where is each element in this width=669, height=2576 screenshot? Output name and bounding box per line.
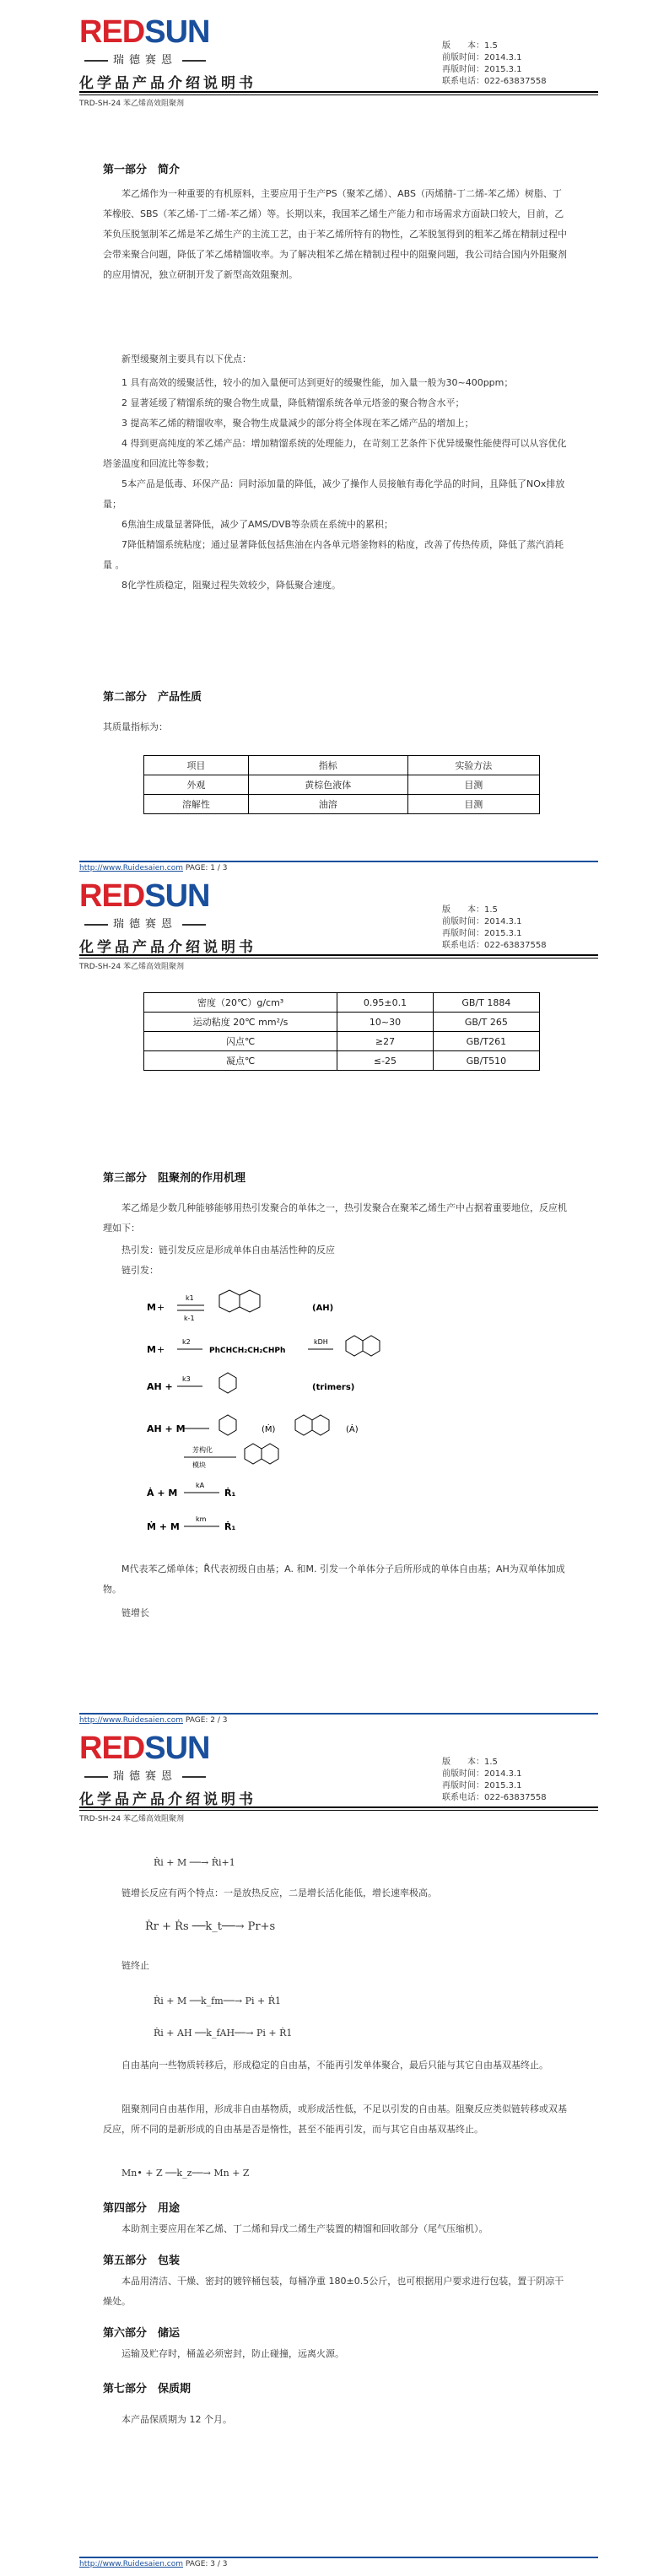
ring-shape xyxy=(262,1444,278,1464)
header-rule xyxy=(79,954,598,959)
scheme-ah-m: AH + M xyxy=(147,1423,186,1434)
table-cell: GB/T510 xyxy=(433,1051,539,1071)
advantage-item: 8化学性质稳定，阻聚过程失效较少，降低聚合速度。 xyxy=(121,580,341,591)
scheme-mdot-m: Ṁ + M xyxy=(147,1521,180,1532)
footer-url[interactable]: http://www.Ruidesaien.com xyxy=(79,864,184,872)
table-row xyxy=(144,993,540,1013)
document-title: 化学品产品介绍说明书 xyxy=(79,939,256,956)
header-rule xyxy=(79,1806,598,1811)
table-cell: 溶解性 xyxy=(144,795,249,814)
company-name: 瑞德赛恩 xyxy=(79,51,248,67)
document-title: 化学品产品介绍说明书 xyxy=(79,1791,256,1808)
advantage-item: 4 得到更高纯度的苯乙烯产品：增加精馏系统的处理能力，在苛刻工艺条件下优异缓聚性能使得可以从容优化塔釜温度和回流比等参数； xyxy=(103,438,567,469)
advantages-intro: 新型缓聚剂主要具有以下优点： xyxy=(121,354,251,365)
table-row xyxy=(144,1032,540,1051)
ring-shape xyxy=(312,1415,329,1435)
table-row xyxy=(144,1013,540,1032)
ring-shape xyxy=(219,1290,240,1312)
thermal-init: 热引发：链引发反应是形成单体自由基活性种的反应 xyxy=(121,1245,335,1256)
ring-shape xyxy=(363,1336,380,1356)
company-name: 瑞德赛恩 xyxy=(79,1767,248,1783)
advantage-item: 1 具有高效的缓聚活性，较小的加入量便可达到更好的缓聚性能，加入量一般为30~400ppm； xyxy=(121,377,514,388)
section1-intro: 苯乙烯作为一种重要的有机原料，主要应用于生产PS（聚苯乙烯）、ABS（丙烯腈-丁二烯-苯乙烯）树脂、丁苯橡胶、SBS（苯乙烯-丁二烯-苯乙烯）等。长期以来，我国苯乙烯生产能力和市场需求方面缺口较大，目前，乙苯负压脱氢制苯乙烯是苯乙烯生产的主流工艺，由于苯乙烯所特有的物性，乙苯脱氢得到的粗苯乙烯在精制过程中会带来聚合问题，降低了苯乙烯精馏收率。为了解决粗苯乙烯在精制过程中的阻聚问题，我公司结合国内外阻聚剂的应用情况，独立研制开发了新型高效阻聚剂。 xyxy=(103,188,567,280)
ring-shape xyxy=(219,1415,236,1435)
doc-number: TRD-SH-24 苯乙烯高效阻聚剂 xyxy=(79,1815,184,1823)
document-title: 化学品产品介绍说明书 xyxy=(79,75,256,92)
growth-text: 链增长反应有两个特点：一是放热反应，二是增长活化能低，增长速率极高。 xyxy=(121,1887,437,1898)
page-footer xyxy=(79,2557,598,2572)
chain-init-label: 链引发： xyxy=(121,1265,159,1276)
table-cell: 闪点℃ xyxy=(144,1032,337,1051)
table-cell: 密度（20℃）g/cm³ xyxy=(144,993,337,1013)
section7-title: 第七部分 保质期 xyxy=(103,2383,192,2395)
scheme-rad-a: (Ȧ) xyxy=(346,1425,359,1434)
spec-intro: 其质量指标为： xyxy=(103,721,168,732)
transfer-equation-1: Ṙi + M ──k_fm──→ Pi + Ṙ1 xyxy=(154,1995,282,2006)
table-cell: 运动粘度 20℃ mm²/s xyxy=(144,1013,337,1032)
ring-shape xyxy=(219,1373,236,1393)
table-row xyxy=(144,775,540,795)
footer-url[interactable]: http://www.Ruidesaien.com xyxy=(79,2560,184,2568)
table-cell: 外观 xyxy=(144,775,249,795)
table-header-row xyxy=(144,756,540,775)
redsun-logo: REDSUN xyxy=(79,1731,210,1766)
reaction-scheme-svg xyxy=(143,1287,464,1548)
table-row xyxy=(144,795,540,814)
scheme-fang: 芳构化 xyxy=(192,1446,213,1454)
header-rule xyxy=(79,91,598,95)
table-cell: 10~30 xyxy=(337,1013,433,1032)
mechanism-note: M代表苯乙烯单体；R̊代表初级自由基；A. 和M. 引发一个单体分子后所形成的单体自由基；AH为双单体加成物。 xyxy=(103,1563,565,1595)
doc-number: TRD-SH-24 苯乙烯高效阻聚剂 xyxy=(79,963,184,971)
document-meta: 版 本：1.5 前版时间：2014.3.1 再版时间：2015.3.1 联系电话：022-63837558 xyxy=(442,1758,547,1802)
table-cell: 油溶 xyxy=(248,795,407,814)
scheme-km1: k-1 xyxy=(184,1315,195,1322)
table-cell: GB/T261 xyxy=(433,1032,539,1051)
section5-text: 本品用清洁、干燥、密封的镀锌桶包装，每桶净重 180±0.5公斤，也可根据用户要求进行包装，置于阴凉干燥处。 xyxy=(103,2276,564,2307)
termination-label: 链终止 xyxy=(121,1960,149,1971)
advantage-item: 3 提高苯乙烯的精馏收率，聚合物生成量减少的部分将全体现在苯乙烯产品的增加上； xyxy=(121,418,474,429)
inhibit-equation: Mn• + Z ──k_z──→ Mn + Z xyxy=(121,2168,250,2179)
table-cell: 目测 xyxy=(407,795,539,814)
section6-title: 第六部分 储运 xyxy=(103,2327,181,2340)
table-header-cell: 指标 xyxy=(248,756,407,775)
footer-url[interactable]: http://www.Ruidesaien.com xyxy=(79,1716,184,1725)
footer-page: PAGE: 2 / 3 xyxy=(185,1716,228,1725)
scheme-ah: (AH) xyxy=(312,1304,334,1313)
page-footer xyxy=(79,861,598,876)
section3-intro: 苯乙烯是少数几种能够能够用热引发聚合的单体之一，热引发聚合在聚苯乙烯生产中占据着重要地位，反应机理如下： xyxy=(103,1202,567,1234)
scheme-m: M xyxy=(147,1302,156,1313)
section6-text: 运输及贮存时，桶盖必须密封，防止碰撞，远离火源。 xyxy=(121,2348,344,2359)
redsun-logo: REDSUN xyxy=(79,14,210,50)
table-cell: 目测 xyxy=(407,775,539,795)
page-footer xyxy=(79,1713,598,1728)
table-cell: ≤-25 xyxy=(337,1051,433,1071)
spec-table-1 xyxy=(143,755,540,814)
advantage-item: 5本产品是低毒、环保产品：同时添加量的降低，减少了操作人员接触有毒化学品的时间，且降低了NOx排放量； xyxy=(103,478,565,510)
advantage-item: 6焦油生成量显著降低，减少了AMS/DVB等杂质在系统中的累积； xyxy=(121,519,394,530)
section5-title: 第五部分 包装 xyxy=(103,2255,181,2267)
company-name: 瑞德赛恩 xyxy=(79,915,248,931)
scheme-ah-plus: AH + xyxy=(147,1381,173,1392)
ring-shape xyxy=(245,1444,262,1464)
advantage-item: 2 显著延缓了精馏系统的聚合物生成量，降低精馏系统各单元塔釜的聚合物含水平； xyxy=(121,397,465,408)
table-header-cell: 项目 xyxy=(144,756,249,775)
footer-page: PAGE: 3 / 3 xyxy=(185,2560,228,2568)
growth-equation: Ṙi + M ──→ Ṙi+1 xyxy=(154,1857,235,1868)
scheme-a-m: Ȧ + M xyxy=(147,1488,178,1499)
table-cell: 凝点℃ xyxy=(144,1051,337,1071)
inhibit-text: 阻聚剂同自由基作用，形成非自由基物质，或形成活性低，不足以引发的自由基。阻聚反应类似链转移或双基反应，所不同的是新形成的自由基是否是惰性，甚至不能再引发，而与其它自由基双基终止。 xyxy=(103,2103,567,2135)
chain-growth-label: 链增长 xyxy=(121,1607,149,1618)
table-cell: GB/T 1884 xyxy=(433,993,539,1013)
scheme-ka: kA xyxy=(196,1482,205,1489)
transfer-equation-2: Ṙi + AH ──k_fAH──→ Pi + Ṙ1 xyxy=(154,2028,293,2039)
ring-shape xyxy=(240,1290,260,1312)
scheme-rad-m: (Ṁ) xyxy=(262,1425,276,1434)
ring-shape xyxy=(295,1415,312,1435)
table-header-cell: 实验方法 xyxy=(407,756,539,775)
table-cell: GB/T 265 xyxy=(433,1013,539,1032)
section7-text: 本产品保质期为 12 个月。 xyxy=(121,2414,232,2425)
scheme-r1: Ṙ₁ xyxy=(224,1488,236,1499)
spec-table-2 xyxy=(143,992,540,1071)
doc-number: TRD-SH-24 苯乙烯高效阻聚剂 xyxy=(79,100,184,108)
scheme-km: km xyxy=(196,1515,207,1523)
reaction-scheme xyxy=(143,1287,464,1548)
scheme-r1: Ṙ₁ xyxy=(224,1521,236,1532)
document-meta: 版 本：1.5 前版时间：2014.3.1 再版时间：2015.3.1 联系电话：022-63837558 xyxy=(442,905,547,950)
termination-equation: Ṙr + Ṙs ──k_t──→ Pr+s xyxy=(145,1920,276,1933)
section1-title: 第一部分 简介 xyxy=(103,164,181,176)
table-row xyxy=(144,1051,540,1071)
table-cell: 黄棕色液体 xyxy=(248,775,407,795)
scheme-m: M xyxy=(147,1344,156,1355)
redsun-logo: REDSUN xyxy=(79,878,210,914)
footer-page: PAGE: 1 / 3 xyxy=(185,864,228,872)
advantage-item: 7降低精馏系统粘度；通过显著降低包括焦油在内各单元塔釜物料的粘度，改善了传热传质，降低了蒸汽消耗量 。 xyxy=(103,539,564,570)
ring-shape xyxy=(346,1336,363,1356)
scheme-plus: + xyxy=(157,1344,165,1355)
section4-text: 本助剂主要应用在苯乙烯、丁二烯和异戊二烯生产装置的精馏和回收部分（尾气压缩机）。 xyxy=(121,2223,488,2234)
scheme-plus: + xyxy=(157,1302,165,1313)
scheme-moji: 模块 xyxy=(192,1461,206,1469)
section4-title: 第四部分 用途 xyxy=(103,2202,181,2215)
scheme-trimers: (trimers) xyxy=(312,1383,355,1392)
section2-title: 第二部分 产品性质 xyxy=(103,691,202,704)
advantages-list xyxy=(103,373,567,596)
table-cell: ≥27 xyxy=(337,1032,433,1051)
radical-text: 自由基向一些物质转移后，形成稳定的自由基，不能再引发单体聚合，最后只能与其它自由基双基终止。 xyxy=(121,2060,548,2071)
document-meta: 版 本：1.5 前版时间：2014.3.1 再版时间：2015.3.1 联系电话：022-63837558 xyxy=(442,41,547,86)
table-cell: 0.95±0.1 xyxy=(337,993,433,1013)
scheme-phch: PhCHCH₂CH₂CHPh xyxy=(209,1347,286,1355)
scheme-k1: k1 xyxy=(186,1294,194,1302)
scheme-k2: k2 xyxy=(182,1338,191,1346)
scheme-k3: k3 xyxy=(182,1375,191,1383)
section3-title: 第三部分 阻聚剂的作用机理 xyxy=(103,1172,246,1185)
scheme-kdh: kDH xyxy=(314,1338,328,1346)
